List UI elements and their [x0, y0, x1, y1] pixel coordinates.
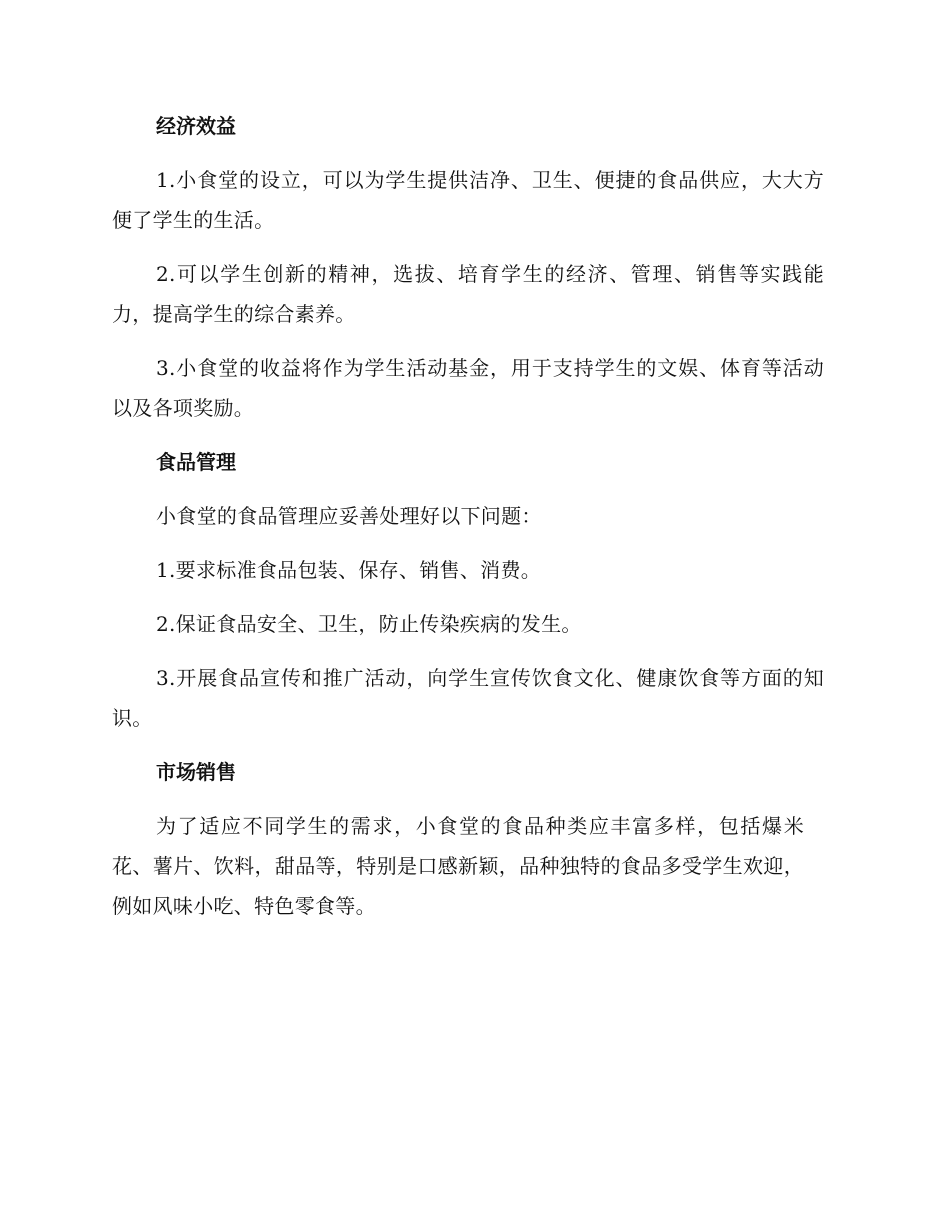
paragraph: 小食堂的食品管理应妥善处理好以下问题： — [156, 504, 542, 528]
paragraph: 为了适应不同学生的需求，小食堂的食品种类应丰富多样，包括爆米花、薯片、饮料，甜品等，特别是口感新颖，品种独特的食品多受学生欢迎，例如风味小吃、特色零食等。 — [112, 814, 804, 918]
paragraph: 3.开展食品宣传和推广活动，向学生宣传饮食文化、健康饮食等方面的知识。 — [112, 666, 824, 730]
document-page — [112, 106, 824, 926]
paragraph: 1.要求标准食品包装、保存、销售、消费。 — [156, 558, 542, 582]
section-heading-economic-benefits: 经济效益 — [156, 114, 236, 138]
paragraph: 2.保证食品安全、卫生，防止传染疾病的发生。 — [156, 612, 582, 636]
paragraph: 3.小食堂的收益将作为学生活动基金，用于支持学生的文娱、体育等活动以及各项奖励。 — [112, 356, 824, 420]
paragraph: 1.小食堂的设立，可以为学生提供洁净、卫生、便捷的食品供应，大大方便了学生的生活。 — [112, 168, 824, 232]
section-heading-food-management: 食品管理 — [156, 450, 236, 474]
section-heading-market-sales: 市场销售 — [156, 760, 236, 784]
paragraph: 2.可以学生创新的精神，选拔、培育学生的经济、管理、销售等实践能力，提高学生的综合素养。 — [112, 262, 824, 326]
